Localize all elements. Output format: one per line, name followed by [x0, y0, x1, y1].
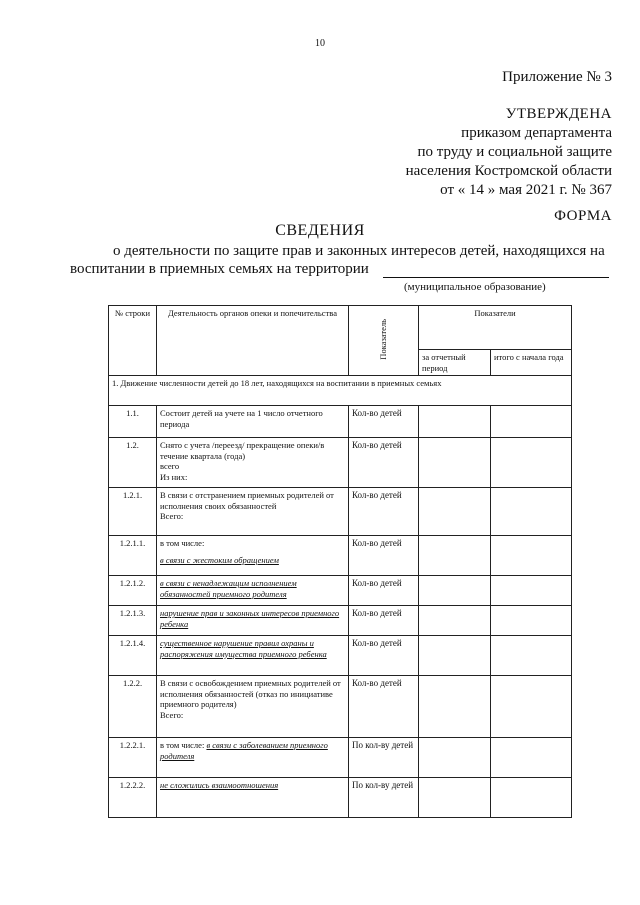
value-cell-year[interactable] [491, 676, 572, 738]
row-unit: Кол-во детей [349, 676, 419, 738]
row-unit: Кол-во детей [349, 438, 419, 488]
table-row [109, 738, 572, 778]
row-number: 1.2.2. [109, 676, 157, 738]
municipality-blank-line [383, 277, 609, 278]
row-text-block [157, 738, 349, 778]
value-cell-period[interactable] [419, 738, 491, 778]
row-text-sub: в связи с жестоким обращением [160, 554, 279, 565]
section-title: 1. Движение численности детей до 18 лет, находящихся на воспитании в приемных семьях [109, 376, 572, 406]
value-cell-year[interactable] [491, 778, 572, 818]
row-text: не сложились взаимоотношения [157, 778, 349, 818]
row-number: 1.2.2.1. [109, 738, 157, 778]
row-number: 1.2.2.2. [109, 778, 157, 818]
row-unit: По кол-ву детей [349, 738, 419, 778]
table-row [109, 438, 572, 488]
row-text: в связи с ненадлежащим исполнением обязанностей приемного родителя [157, 576, 349, 606]
appendix-label: Приложение № 3 [502, 69, 612, 85]
row-text-total: всего [160, 461, 180, 471]
document-title: СВЕДЕНИЯ [275, 222, 365, 239]
row-number: 1.2.1.4. [109, 636, 157, 676]
row-number: 1.2. [109, 438, 157, 488]
row-unit: По кол-ву детей [349, 778, 419, 818]
row-unit: Кол-во детей [349, 488, 419, 536]
header-row-number: № строки [109, 306, 157, 376]
table-row [109, 778, 572, 818]
value-cell-period[interactable] [419, 576, 491, 606]
row-text: В связи с отстранением приемных родителей от исполнения своих обязанностей [160, 490, 334, 511]
header-since-year: итого с начала года [491, 350, 572, 376]
approved-label: УТВЕРЖДЕНА [505, 106, 612, 122]
row-text-sub: в связи с заболеванием приемного родителя [160, 740, 328, 761]
row-unit: Кол-во детей [349, 536, 419, 576]
value-cell-period[interactable] [419, 536, 491, 576]
page-number: 10 [315, 38, 325, 49]
value-cell-year[interactable] [491, 606, 572, 636]
row-text-of-them: Из них: [160, 471, 188, 482]
table-row [109, 536, 572, 576]
value-cell-period[interactable] [419, 676, 491, 738]
value-cell-year[interactable] [491, 536, 572, 576]
row-unit: Кол-во детей [349, 606, 419, 636]
header-indicator-text: Показатель [378, 318, 389, 360]
row-number: 1.2.1. [109, 488, 157, 536]
row-text: нарушение прав и законных интересов приемного ребенка [157, 606, 349, 636]
header-metrics: Показатели [419, 306, 572, 350]
table-header-row [109, 306, 572, 350]
value-cell-year[interactable] [491, 438, 572, 488]
table-row [109, 406, 572, 438]
document-subtitle-line2: воспитании в приемных семьях на территории [70, 261, 369, 277]
row-text: В связи с освобождением приемных родителей от исполнения обязанностей (отказ по инициативе приемного родителя) [160, 678, 341, 709]
table-row [109, 488, 572, 536]
municipality-caption: (муниципальное образование) [404, 281, 546, 293]
row-number: 1.2.1.3. [109, 606, 157, 636]
value-cell-period[interactable] [419, 778, 491, 818]
value-cell-year[interactable] [491, 406, 572, 438]
approval-block [406, 124, 612, 200]
row-number: 1.2.1.1. [109, 536, 157, 576]
form-label: ФОРМА [554, 208, 612, 224]
table-row [109, 576, 572, 606]
header-indicator [349, 306, 419, 376]
row-text-block [157, 488, 349, 536]
value-cell-year[interactable] [491, 738, 572, 778]
value-cell-period[interactable] [419, 636, 491, 676]
value-cell-period[interactable] [419, 438, 491, 488]
approval-line: по труду и социальной защите [417, 144, 612, 160]
value-cell-year[interactable] [491, 576, 572, 606]
value-cell-period[interactable] [419, 406, 491, 438]
value-cell-year[interactable] [491, 488, 572, 536]
row-number: 1.2.1.2. [109, 576, 157, 606]
approval-line: населения Костромской области [405, 163, 612, 179]
value-cell-year[interactable] [491, 636, 572, 676]
row-text-block [157, 676, 349, 738]
row-text-block [157, 438, 349, 488]
table-row [109, 676, 572, 738]
section-row [109, 376, 572, 406]
row-text-total: Всего: [160, 709, 184, 720]
header-activity: Деятельность органов опеки и попечительства [157, 306, 349, 376]
approval-line: приказом департамента [461, 125, 612, 141]
row-text: Снято с учета /переезд/ прекращение опеки/в течение квартала (года) [160, 440, 325, 461]
document-subtitle-line1: о деятельности по защите прав и законных интересов детей, находящихся на [113, 243, 605, 259]
value-cell-period[interactable] [419, 606, 491, 636]
table-row [109, 636, 572, 676]
row-text: существенное нарушение правил охраны и распоряжения имущества приемного ребенка [157, 636, 349, 676]
row-unit: Кол-во детей [349, 406, 419, 438]
row-text: Состоит детей на учете на 1 число отчетного периода [157, 406, 349, 438]
row-text-block [157, 536, 349, 576]
approval-line: от « 14 » мая 2021 г. № 367 [440, 182, 612, 198]
value-cell-period[interactable] [419, 488, 491, 536]
row-unit: Кол-во детей [349, 636, 419, 676]
row-text: в том числе: [160, 538, 205, 548]
row-number: 1.1. [109, 406, 157, 438]
header-period: за отчетный период [419, 350, 491, 376]
row-unit: Кол-во детей [349, 576, 419, 606]
table-row [109, 606, 572, 636]
row-text-total: Всего: [160, 511, 184, 521]
row-text: в том числе: [160, 740, 205, 750]
report-table [108, 305, 572, 818]
